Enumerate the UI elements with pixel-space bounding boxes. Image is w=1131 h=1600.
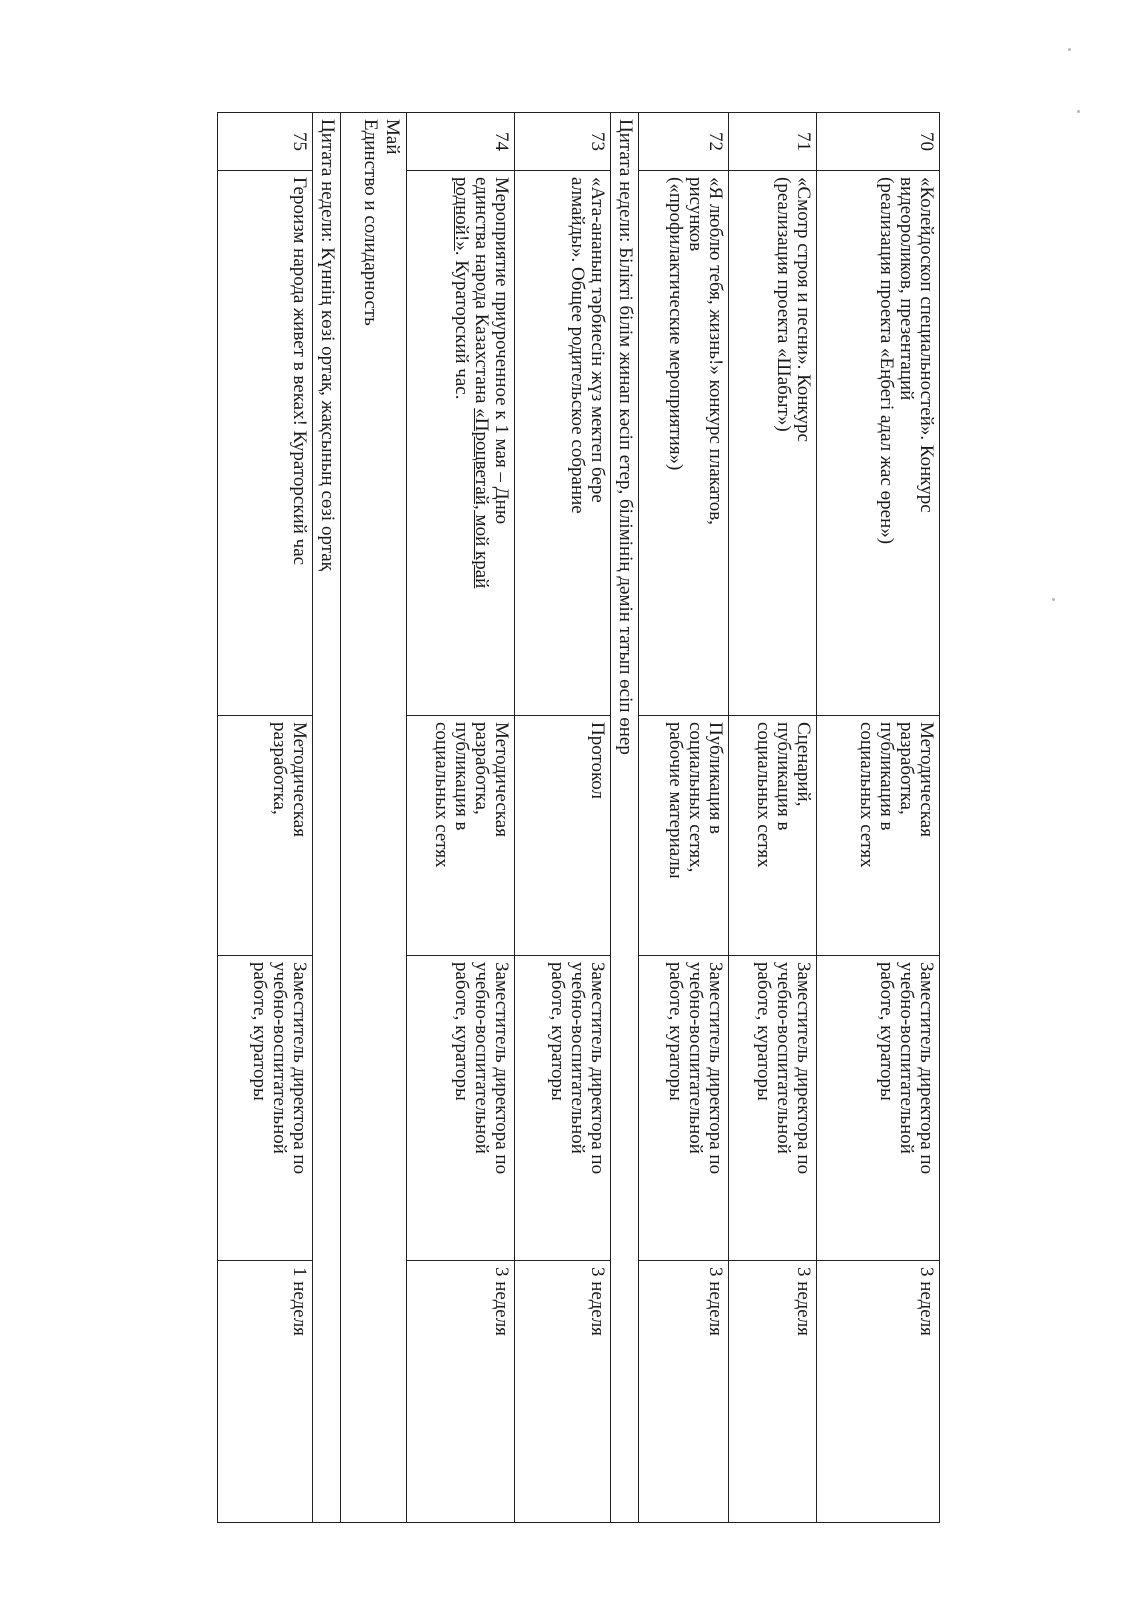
row-number: 74	[407, 113, 515, 171]
row-number: 71	[729, 113, 817, 171]
form-cell	[817, 716, 940, 956]
event-line: Героизм народа живет в веках! Кураторский час	[289, 177, 310, 566]
month-title: Май	[382, 119, 403, 155]
quote-of-week: Цитата недели: Білікті білім жинап кәсіп етер, білімінің дәмін татып өсіп өнер	[611, 113, 639, 1523]
form-line: публикация в	[451, 722, 472, 831]
responsible-line: учебно-воспитательной	[567, 962, 588, 1154]
event-line: «Ата-ананың тәрбиесін жүз мектеп бере	[587, 177, 608, 503]
event-line: («профилактические мероприятия»)	[665, 177, 686, 471]
term-cell: 1 неделя	[218, 1261, 313, 1523]
event-line: (реализация проекта «Шабыт»)	[773, 177, 794, 432]
responsible-line: работе, кураторы	[665, 962, 686, 1101]
responsible-line: учебно-воспитательной	[269, 962, 290, 1154]
scan-speck	[1068, 48, 1071, 51]
responsible-line: учебно-воспитательной	[773, 962, 794, 1154]
term-cell: 3 неделя	[639, 1261, 729, 1523]
event-text: . Кураторский час.	[451, 250, 472, 400]
responsible-line: учебно-воспитательной	[471, 962, 492, 1154]
responsible-line: Заместитель директора по	[587, 962, 608, 1175]
form-cell	[515, 716, 611, 956]
event-line: «Я люблю тебя, жизнь!» конкурс плакатов,	[705, 177, 726, 525]
table-row	[218, 113, 313, 1523]
event-cell	[639, 171, 729, 716]
table-row	[639, 113, 729, 1523]
month-section	[341, 113, 407, 1523]
form-line: публикация в	[773, 722, 794, 831]
event-title-underlined: родной!»	[451, 177, 472, 251]
row-number: 73	[515, 113, 611, 171]
term-cell: 3 неделя	[515, 1261, 611, 1523]
event-cell	[407, 171, 515, 716]
responsible-line: Заместитель директора по	[289, 962, 310, 1175]
responsible-line: работе, кураторы	[876, 962, 897, 1101]
term-cell: 3 неделя	[729, 1261, 817, 1523]
event-line: видеороликов, презентаций	[896, 177, 917, 401]
table-row	[515, 113, 611, 1523]
rotated-document-page	[95, 112, 940, 1522]
responsible-line: учебно-воспитательной	[685, 962, 706, 1154]
form-line: Сценарий,	[793, 722, 814, 807]
responsible-line: учебно-воспитательной	[896, 962, 917, 1154]
event-text: единства народа Казахстана	[471, 177, 492, 409]
event-line: (реализация проекта «Еңбегі адал жас өрен»)	[876, 177, 897, 545]
form-line: социальных сетях,	[685, 722, 706, 873]
form-line: социальных сетях	[753, 722, 774, 868]
table-row	[729, 113, 817, 1523]
plan-table	[217, 112, 940, 1523]
table-row	[407, 113, 515, 1523]
form-line: Методическая	[491, 722, 512, 837]
responsible-line: Заместитель директора по	[916, 962, 937, 1175]
responsible-cell	[218, 956, 313, 1261]
quote-of-week: Цитата недели: Күннің көзі ортақ, жақсының сөзі ортақ	[313, 113, 341, 1523]
form-line: Методическая	[916, 722, 937, 837]
event-line: Мероприятие приуроченное к 1 мая – Дню	[491, 177, 512, 525]
form-cell	[407, 716, 515, 956]
term-cell: 3 неделя	[817, 1261, 940, 1523]
event-line: алмайды». Общее родительское собрание	[567, 177, 588, 514]
row-number: 70	[817, 113, 940, 171]
form-cell	[729, 716, 817, 956]
responsible-cell	[407, 956, 515, 1261]
row-number: 75	[218, 113, 313, 171]
responsible-cell	[817, 956, 940, 1261]
event-cell	[515, 171, 611, 716]
month-section-row	[341, 113, 407, 1523]
responsible-cell	[515, 956, 611, 1261]
form-line: разработка,	[269, 722, 290, 815]
form-cell	[218, 716, 313, 956]
form-line: публикация в	[876, 722, 897, 831]
responsible-cell	[729, 956, 817, 1261]
quote-of-week-row	[313, 113, 341, 1523]
responsible-line: Заместитель директора по	[491, 962, 512, 1175]
event-title-underlined: «Процветай, мой край	[471, 408, 492, 589]
responsible-line: работе, кураторы	[547, 962, 568, 1101]
term-cell: 3 неделя	[407, 1261, 515, 1523]
form-line: социальных сетях	[856, 722, 877, 868]
scan-speck	[1052, 598, 1055, 601]
form-line: разработка,	[471, 722, 492, 815]
form-line: Методическая	[289, 722, 310, 837]
form-line: социальных сетях	[431, 722, 452, 868]
form-line: Публикация в	[705, 722, 726, 834]
form-line: рабочие материалы	[665, 722, 686, 879]
form-line: разработка,	[896, 722, 917, 815]
event-line: рисунков	[685, 177, 706, 252]
responsible-line: работе, кураторы	[249, 962, 270, 1101]
month-theme: Единство и солидарность	[360, 119, 381, 326]
event-cell	[729, 171, 817, 716]
event-cell	[817, 171, 940, 716]
responsible-line: работе, кураторы	[753, 962, 774, 1101]
event-line	[451, 177, 471, 709]
event-cell	[218, 171, 313, 716]
scan-speck	[1077, 110, 1080, 113]
event-line: «Смотр строя и песни». Конкурс	[793, 177, 814, 442]
event-line	[471, 177, 491, 709]
row-number: 72	[639, 113, 729, 171]
responsible-line: Заместитель директора по	[705, 962, 726, 1175]
responsible-line: Заместитель директора по	[793, 962, 814, 1175]
responsible-line: работе, кураторы	[451, 962, 472, 1101]
responsible-cell	[639, 956, 729, 1261]
form-cell	[639, 716, 729, 956]
event-line: «Колейдоскоп специальностей». Конкурс	[916, 177, 937, 513]
form-line: Протокол	[587, 722, 608, 800]
table-row	[817, 113, 940, 1523]
quote-of-week-row	[611, 113, 639, 1523]
